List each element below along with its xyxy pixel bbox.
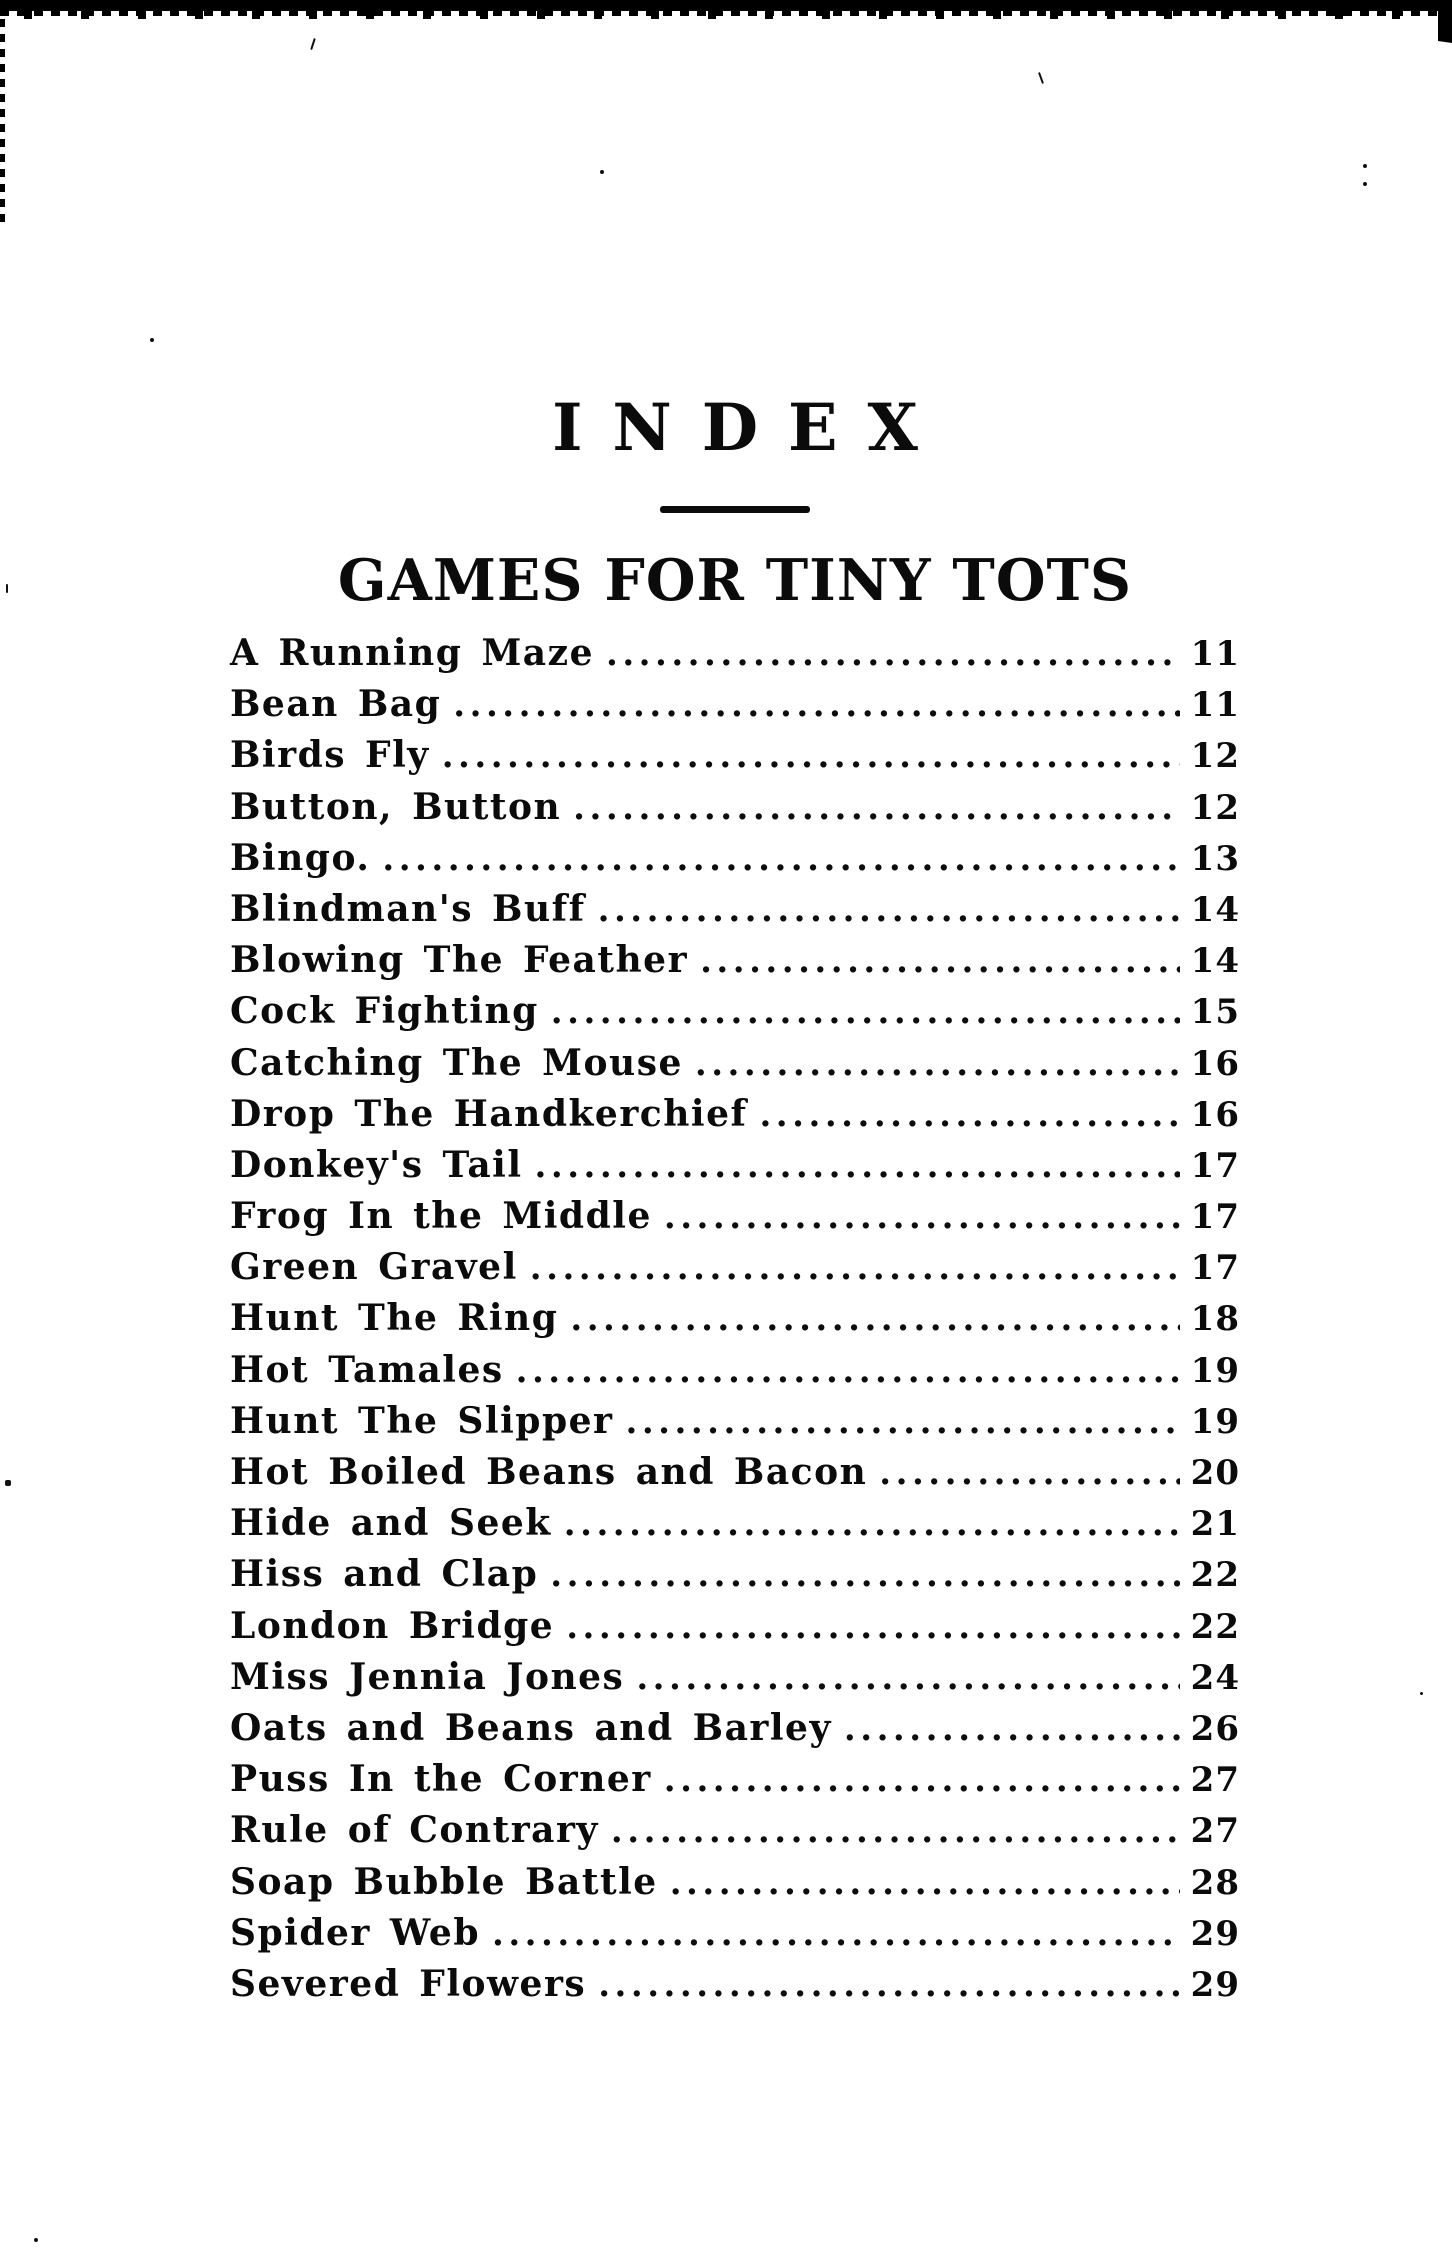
leader-dots-icon	[598, 885, 1180, 936]
toc-entry-page: 12	[1190, 787, 1240, 828]
toc-entry	[230, 935, 1240, 986]
toc-entry-label: Catching The Mouse	[230, 1041, 683, 1084]
toc-entry-label: Cock Fighting	[230, 990, 539, 1033]
toc-entry	[230, 730, 1240, 781]
toc-entry	[230, 1703, 1240, 1754]
toc-entry	[230, 1396, 1240, 1447]
leader-dots-icon	[664, 1192, 1180, 1243]
toc-entry	[230, 1038, 1240, 1089]
toc-entry	[230, 833, 1240, 884]
leader-dots-icon	[551, 987, 1180, 1038]
leader-dots-icon	[879, 1448, 1180, 1499]
leader-dots-icon	[598, 1960, 1180, 2011]
toc-entry-label: Frog In the Middle	[230, 1195, 652, 1238]
toc-entry-label: Green Gravel	[230, 1246, 518, 1289]
toc-entry	[230, 986, 1240, 1037]
leader-dots-icon	[611, 1806, 1180, 1857]
toc-entry	[230, 1089, 1240, 1140]
leader-dots-icon	[550, 1550, 1180, 1601]
toc-entry-page: 26	[1190, 1708, 1240, 1749]
noise-speck	[1363, 164, 1367, 168]
toc-entry-page: 14	[1190, 941, 1240, 982]
toc-entry	[230, 1857, 1240, 1908]
toc-list	[230, 628, 1240, 2010]
toc-entry-page: 29	[1190, 1913, 1240, 1954]
leader-dots-icon	[759, 1090, 1180, 1141]
toc-entry-page: 18	[1190, 1299, 1240, 1340]
toc-entry-label: Puss In the Corner	[230, 1758, 652, 1801]
leader-dots-icon	[564, 1499, 1180, 1550]
toc-entry	[230, 782, 1240, 833]
title-rule	[660, 506, 810, 513]
toc-entry	[230, 1191, 1240, 1242]
toc-entry-page: 13	[1190, 838, 1240, 879]
leader-dots-icon	[636, 1653, 1180, 1704]
scan-edge-top-artifact	[0, 0, 1452, 30]
toc-entry-label: Hunt The Slipper	[230, 1399, 614, 1442]
toc-entry	[230, 1908, 1240, 1959]
toc-entry-label: Miss Jennia Jones	[230, 1655, 625, 1698]
toc-entry	[230, 1447, 1240, 1498]
scan-edge-corner-artifact	[1438, 7, 1452, 43]
toc-entry	[230, 1959, 1240, 2010]
toc-entry-page: 12	[1190, 736, 1240, 777]
noise-speck	[1363, 182, 1367, 186]
toc-entry-page: 19	[1190, 1401, 1240, 1442]
toc-entry-page: 15	[1190, 992, 1240, 1033]
noise-speck	[600, 170, 604, 174]
toc-entry-label: Hot Boiled Beans and Bacon	[230, 1451, 868, 1493]
leader-dots-icon	[570, 1294, 1180, 1345]
noise-speck	[1420, 1692, 1423, 1695]
toc-entry-page: 17	[1190, 1197, 1240, 1238]
leader-dots-icon	[695, 1039, 1180, 1090]
toc-entry-page: 17	[1190, 1145, 1240, 1186]
leader-dots-icon	[573, 783, 1180, 834]
leader-dots-icon	[700, 936, 1180, 987]
toc-entry-label: Severed Flowers	[230, 1962, 587, 2005]
toc-entry-label: Rule of Contrary	[230, 1809, 599, 1852]
toc-entry-page: 29	[1190, 1964, 1240, 2005]
toc-entry-label: A Running Maze	[230, 632, 594, 674]
noise-speck	[1038, 72, 1044, 84]
toc-entry-label: Blindman's Buff	[230, 887, 586, 930]
toc-entry	[230, 884, 1240, 935]
toc-entry-page: 16	[1190, 1094, 1240, 1135]
toc-entry	[230, 1293, 1240, 1344]
leader-dots-icon	[844, 1704, 1180, 1755]
noise-speck	[34, 2238, 38, 2242]
toc-entry	[230, 1805, 1240, 1856]
leader-dots-icon	[382, 834, 1180, 885]
toc-entry-page: 22	[1190, 1606, 1240, 1647]
toc-entry-label: Soap Bubble Battle	[230, 1860, 658, 1903]
leader-dots-icon	[492, 1909, 1180, 1960]
toc-entry-page: 11	[1190, 634, 1240, 674]
toc-entry-label: Button, Button	[230, 785, 562, 828]
noise-speck	[6, 584, 8, 593]
toc-entry	[230, 1754, 1240, 1805]
toc-entry-page: 20	[1190, 1453, 1240, 1493]
toc-entry-label: Spider Web	[230, 1911, 480, 1954]
scan-edge-left-artifact	[0, 12, 5, 222]
toc-entry-label: Hide and Seek	[230, 1502, 552, 1545]
toc-entry-page: 24	[1190, 1657, 1240, 1698]
leader-dots-icon	[442, 731, 1180, 782]
leader-dots-icon	[566, 1602, 1180, 1653]
toc-entry-label: Drop The Handkerchief	[230, 1092, 748, 1135]
toc-entry-label: Hiss and Clap	[230, 1553, 539, 1596]
toc-entry-label: Bean Bag	[230, 683, 442, 726]
toc-entry	[230, 628, 1240, 679]
toc-entry	[230, 1345, 1240, 1396]
toc-entry-label: Donkey's Tail	[230, 1143, 523, 1186]
leader-dots-icon	[606, 629, 1180, 680]
leader-dots-icon	[670, 1858, 1180, 1909]
section-heading: GAMES FOR TINY TOTS	[337, 547, 1133, 614]
leader-dots-icon	[535, 1141, 1180, 1192]
page-title: INDEX	[552, 390, 948, 466]
toc-entry-page: 28	[1190, 1862, 1240, 1903]
toc-entry	[230, 1652, 1240, 1703]
leader-dots-icon	[664, 1755, 1180, 1806]
toc-entry-page: 27	[1190, 1811, 1240, 1852]
toc-entry-page: 16	[1190, 1043, 1240, 1084]
toc-entry-page: 14	[1190, 889, 1240, 930]
toc-entry-label: London Bridge	[230, 1604, 555, 1647]
noise-speck	[150, 338, 154, 342]
leader-dots-icon	[530, 1243, 1180, 1294]
leader-dots-icon	[626, 1397, 1181, 1448]
toc-entry-label: Birds Fly	[230, 734, 430, 777]
toc-entry	[230, 679, 1240, 730]
toc-entry-label: Bingo.	[230, 836, 371, 879]
toc-entry	[230, 1140, 1240, 1191]
noise-speck	[310, 38, 316, 50]
toc-entry-page: 19	[1190, 1350, 1240, 1391]
leader-dots-icon	[516, 1346, 1180, 1397]
noise-speck	[5, 1480, 11, 1486]
toc-entry	[230, 1601, 1240, 1652]
toc-entry-page: 27	[1190, 1760, 1240, 1801]
toc-entry-page: 11	[1190, 685, 1240, 726]
toc-entry	[230, 1498, 1240, 1549]
toc-entry	[230, 1549, 1240, 1600]
toc-entry-label: Hot Tamales	[230, 1348, 504, 1391]
toc-entry-page: 17	[1190, 1248, 1240, 1289]
toc-entry-label: Blowing The Feather	[230, 939, 689, 982]
toc-entry-label: Hunt The Ring	[230, 1297, 559, 1340]
toc-entry-page: 21	[1190, 1504, 1240, 1545]
leader-dots-icon	[453, 680, 1180, 731]
toc-entry-label: Oats and Beans and Barley	[230, 1706, 832, 1749]
toc-entry	[230, 1242, 1240, 1293]
toc-entry-page: 22	[1190, 1555, 1240, 1596]
